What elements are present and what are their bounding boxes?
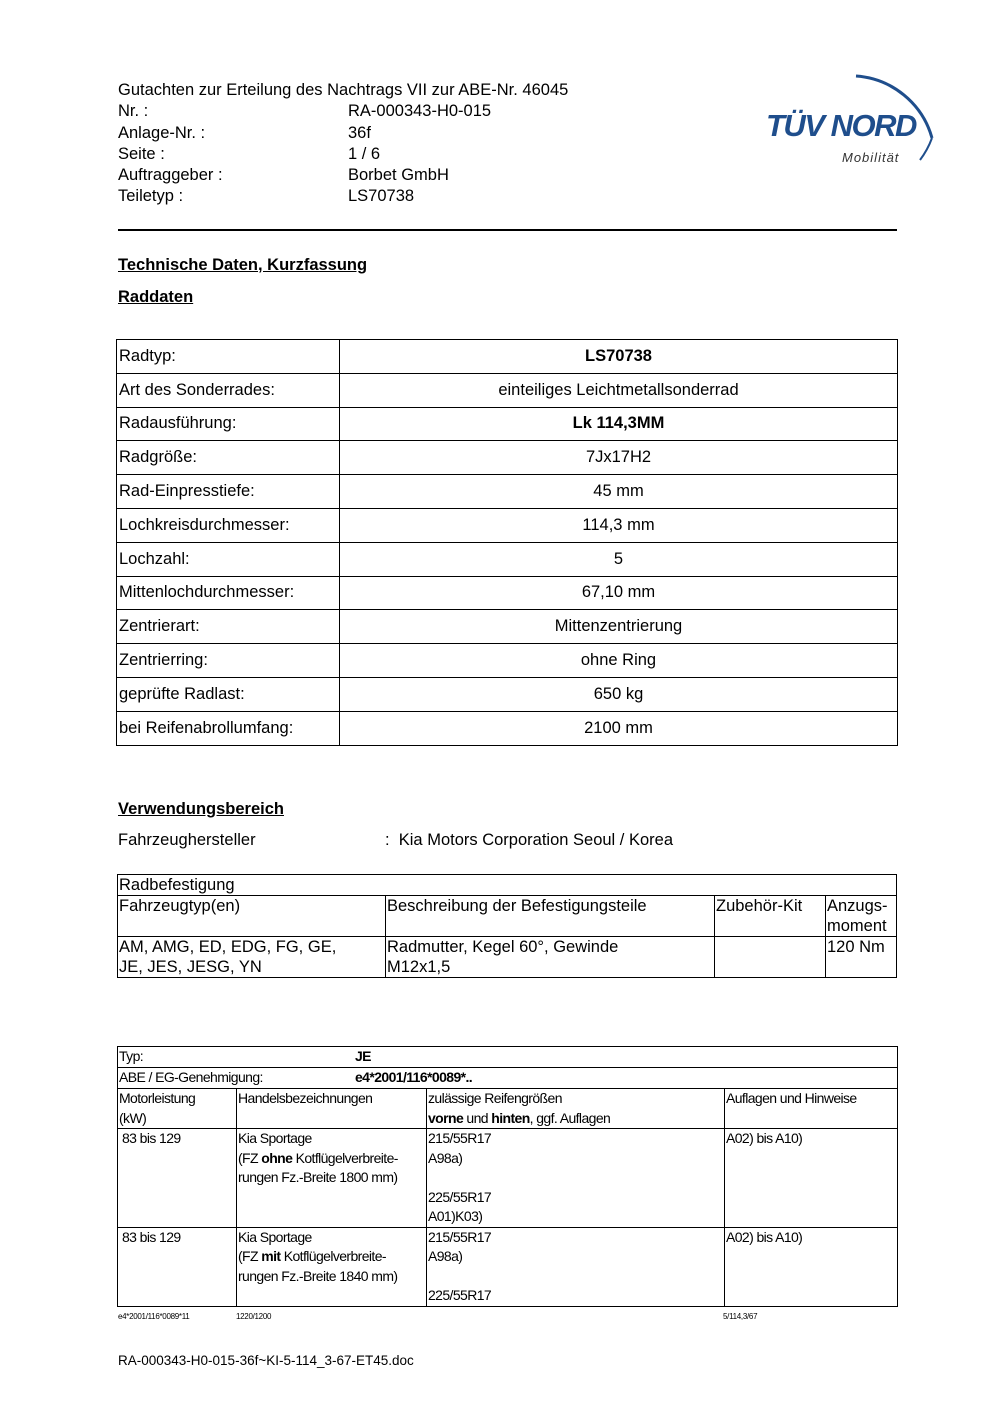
header-row-seite <box>118 144 568 165</box>
col-header: Anzugs- <box>827 897 888 915</box>
cell-motor: 83 bis 129 <box>118 1227 237 1306</box>
table-row <box>117 373 898 407</box>
hersteller-label: Fahrzeughersteller <box>118 831 256 849</box>
cell-moment: 120 Nm <box>826 937 897 978</box>
cell-auflagen: A02) bis A10) <box>725 1129 898 1228</box>
row-label: Zentrierart: <box>117 610 340 644</box>
table-row <box>118 1047 898 1068</box>
typ-value: JE <box>355 1048 371 1064</box>
row-value: 650 kg <box>340 677 898 711</box>
spacer <box>428 1267 723 1287</box>
row-value: einteiliges Leichtmetallsonderrad <box>340 373 898 407</box>
row-label: Radgröße: <box>117 441 340 475</box>
table-row <box>117 576 898 610</box>
row-value: 114,3 mm <box>340 508 898 542</box>
logo-sub: Mobilität <box>842 150 900 165</box>
header-label: Auftraggeber : <box>118 166 223 185</box>
header-label: Teiletyp : <box>118 187 184 206</box>
cell-line: M12x1,5 <box>387 958 451 976</box>
cell-line: 225/55R17 <box>428 1287 492 1303</box>
text-bold: ohne <box>261 1149 293 1166</box>
section-raddaten: Raddaten <box>118 288 194 306</box>
row-label: Radausführung: <box>117 407 340 441</box>
cell-line: Radmutter, Kegel 60°, Gewinde <box>387 938 619 956</box>
text-bold: hinten <box>491 1109 530 1126</box>
col-header-handel: Handelsbezeichnungen <box>237 1089 427 1129</box>
row-label: Art des Sonderrades: <box>117 373 340 407</box>
typ-row <box>118 1047 898 1068</box>
document-title: Gutachten zur Erteilung des Nachtrags VII zur ABE-Nr. 46045 <box>118 81 569 99</box>
table-row <box>117 508 898 542</box>
cell-line: 225/55R17 <box>428 1188 492 1205</box>
cell-line: AM, AMG, ED, EDG, FG, GE, <box>119 938 337 956</box>
cell-handel <box>237 1129 427 1228</box>
table-row <box>117 340 898 374</box>
small-note-pcd: 5/114,3/67 <box>723 1312 758 1321</box>
row-label: bei Reifenabrollumfang: <box>117 711 340 745</box>
cell-reifen <box>427 1227 725 1306</box>
row-value: Lk 114,3MM <box>340 407 898 441</box>
col-header-auflagen: Auflagen und Hinweise <box>725 1089 898 1129</box>
small-note-load: 1220/1200 <box>236 1312 272 1321</box>
tuv-nord-logo <box>760 60 950 170</box>
cell-line: rungen Fz.-Breite 1800 mm) <box>238 1169 398 1185</box>
header-label: Seite : <box>118 144 165 163</box>
cell-kit <box>715 937 826 978</box>
col-header: Beschreibung der Befestigungsteile <box>386 896 715 937</box>
abe-row <box>118 1068 898 1089</box>
header-row-nr <box>118 101 568 122</box>
col-header-anzugsmoment <box>826 896 897 937</box>
cell-line: (kW) <box>119 1109 147 1126</box>
hersteller-value: Kia Motors Corporation Seoul / Korea <box>398 831 673 849</box>
header-value: Borbet GmbH <box>348 166 449 185</box>
table-row <box>117 644 898 678</box>
col-header: Fahrzeugtyp(en) <box>118 896 386 937</box>
table-row <box>117 711 898 745</box>
header-row-auftraggeber <box>118 165 568 186</box>
text: und <box>463 1109 492 1126</box>
table-title: Radbefestigung <box>118 875 897 896</box>
logo-brand: TÜV NORD <box>766 108 916 143</box>
header-row-teiletyp <box>118 186 568 207</box>
cell-typen <box>118 937 386 978</box>
table-row <box>118 937 897 978</box>
table-header-row <box>118 1089 898 1129</box>
abe-value: e4*2001/116*0089*.. <box>355 1069 473 1085</box>
small-note-abe: e4*2001/116*0089*11 <box>118 1312 190 1321</box>
header-row-anlage <box>118 123 568 144</box>
cell-line: A01)K03) <box>428 1208 483 1224</box>
table-row <box>117 475 898 509</box>
cell-line: zulässige Reifengrößen <box>428 1090 562 1106</box>
document-footer: RA-000343-H0-015-36f~KI-5-114_3-67-ET45.doc <box>118 1353 414 1368</box>
table-row <box>118 875 897 896</box>
raddaten-table <box>116 339 898 746</box>
document-header <box>118 80 568 208</box>
row-value: 67,10 mm <box>340 576 898 610</box>
table-row <box>117 542 898 576</box>
row-label: Mittenlochdurchmesser: <box>117 576 340 610</box>
row-value: Mittenzentrierung <box>340 610 898 644</box>
header-label: Anlage-Nr. : <box>118 123 206 142</box>
table-row <box>117 677 898 711</box>
row-value: LS70738 <box>340 340 898 374</box>
hersteller-sep: : <box>385 831 390 849</box>
cell-line <box>428 1109 723 1129</box>
row-label: Lochkreisdurchmesser: <box>117 508 340 542</box>
cell-auflagen: A02) bis A10) <box>725 1227 898 1306</box>
cell-line: Kia Sportage <box>238 1130 312 1146</box>
table-row <box>118 1129 898 1228</box>
cell-reifen <box>427 1129 725 1228</box>
text: (FZ <box>238 1248 262 1264</box>
cell-line: A98a) <box>428 1248 463 1264</box>
row-label: Lochzahl: <box>117 542 340 576</box>
row-label: Zentrierring: <box>117 644 340 678</box>
text: , ggf. Auflagen <box>529 1109 611 1126</box>
typ-table <box>117 1046 898 1307</box>
row-value: 5 <box>340 542 898 576</box>
abe-label: ABE / EG-Genehmigung: <box>119 1069 263 1085</box>
row-value: 2100 mm <box>340 711 898 745</box>
radbefestigung-table <box>117 874 897 978</box>
col-header-motor <box>118 1089 237 1129</box>
row-value: 7Jx17H2 <box>340 441 898 475</box>
cell-line: rungen Fz.-Breite 1840 mm) <box>238 1267 398 1284</box>
cell-beschreibung <box>386 937 715 978</box>
table-row <box>118 1068 898 1089</box>
spacer <box>428 1168 723 1188</box>
cell-line: JE, JES, JESG, YN <box>119 958 262 976</box>
cell-line: 215/55R17 <box>428 1228 492 1245</box>
cell-line <box>238 1247 425 1267</box>
cell-motor: 83 bis 129 <box>118 1129 237 1228</box>
table-header-row <box>118 896 897 937</box>
row-value: ohne Ring <box>340 644 898 678</box>
col-header: moment <box>827 917 887 935</box>
col-header-reifen <box>427 1089 725 1129</box>
row-label: geprüfte Radlast: <box>117 677 340 711</box>
header-value: 36f <box>348 123 371 142</box>
cell-handel <box>237 1227 427 1306</box>
table-row <box>117 407 898 441</box>
typ-label: Typ: <box>119 1048 144 1064</box>
table-row <box>118 1227 898 1306</box>
cell-line: A98a) <box>428 1149 463 1166</box>
text: Kotflügelverbreite- <box>280 1248 386 1264</box>
row-label: Rad-Einpresstiefe: <box>117 475 340 509</box>
header-value: RA-000343-H0-015 <box>348 102 492 121</box>
fahrzeughersteller <box>118 831 673 850</box>
hersteller-value-wrap <box>385 831 673 850</box>
header-value: 1 / 6 <box>348 144 381 163</box>
text-bold: vorne <box>428 1109 464 1126</box>
section-technische-daten: Technische Daten, Kurzfassung <box>118 256 368 274</box>
text: (FZ <box>238 1149 262 1166</box>
cell-line: Kia Sportage <box>238 1228 312 1245</box>
section-verwendungsbereich: Verwendungsbereich <box>118 800 284 818</box>
table-row <box>117 610 898 644</box>
header-divider <box>118 229 897 231</box>
text: Kotflügelverbreite- <box>292 1149 398 1166</box>
cell-line <box>238 1149 425 1169</box>
cell-line: 215/55R17 <box>428 1130 492 1146</box>
header-label: Nr. : <box>118 102 149 121</box>
header-value: LS70738 <box>348 187 415 206</box>
col-header: Zubehör-Kit <box>715 896 826 937</box>
row-label: Radtyp: <box>117 340 340 374</box>
text-bold: mit <box>261 1248 281 1264</box>
table-row <box>117 441 898 475</box>
row-value: 45 mm <box>340 475 898 509</box>
cell-line: Motorleistung <box>119 1090 196 1106</box>
